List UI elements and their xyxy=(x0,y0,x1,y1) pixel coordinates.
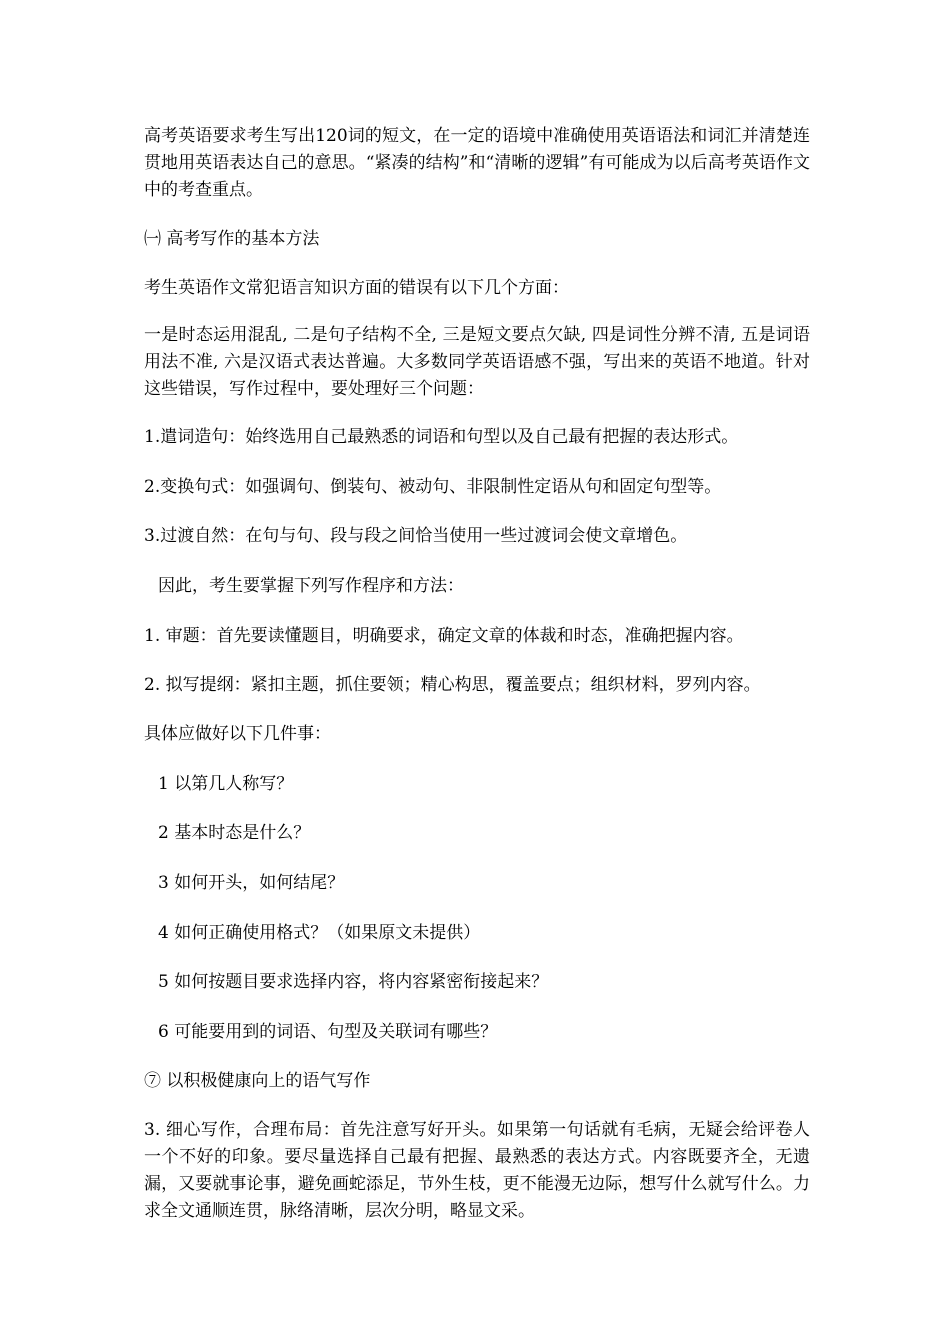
common-errors-intro: 考生英语作文常犯语言知识方面的错误有以下几个方面： xyxy=(144,278,569,298)
section-heading: ㈠ 高考写作的基本方法 xyxy=(144,229,320,249)
step-review-topic: 1. 审题：首先要读懂题目，明确要求，确定文章的体裁和时态，准确把握内容。 xyxy=(144,626,744,646)
task-item-4: 4 如何正确使用格式？（如果原文未提供） xyxy=(158,923,481,943)
task-item-3: 3 如何开头，如何结尾？ xyxy=(158,873,345,893)
step-careful-writing: 3. 细心写作，合理布局：首先注意写好开头。如果第一句话就有毛病，无疑会给评卷人一个不好的印象。要尽量选择自己最有把握、最熟悉的表达方式。内容既要齐全，无遗漏，又要就事论事，避免画蛇添足，节外生枝，更不能漫无边际，想写什么就写什么。力求全文通顺连贯，脉络清晰，层次分明，略显文采。 xyxy=(144,1120,810,1221)
tip-word-choice: 1.遣词造句：始终选用自己最熟悉的词语和句型以及自己最有把握的表达形式。 xyxy=(144,427,739,447)
task-item-2: 2 基本时态是什么？ xyxy=(158,823,311,843)
task-item-6: 6 可能要用到的词语、句型及关联词有哪些？ xyxy=(158,1022,498,1042)
procedure-intro: 因此，考生要掌握下列写作程序和方法： xyxy=(158,576,464,596)
error-list-paragraph: 一是时态运用混乱, 二是句子结构不全, 三是短文要点欠缺, 四是词性分辨不清, 五是词语用法不准, 六是汉语式表达普遍。大多数同学英语语感不强，写出来的英语不地道。针对这些错误，写作过程中，要处理好三个问题： xyxy=(144,325,810,399)
task-item-5: 5 如何按题目要求选择内容，将内容紧密衔接起来？ xyxy=(158,972,549,992)
task-item-1: 1 以第几人称写？ xyxy=(158,774,294,794)
specific-tasks-intro: 具体应做好以下几件事： xyxy=(144,724,331,744)
intro-paragraph: 高考英语要求考生写出120词的短文，在一定的语境中准确使用英语语法和词汇并清楚连贯地用英语表达自己的意思。“紧凑的结构”和“清晰的逻辑”有可能成为以后高考英语作文中的考查重点。 xyxy=(144,126,810,200)
tip-transitions: 3.过渡自然：在句与句、段与段之间恰当使用一些过渡词会使文章增色。 xyxy=(144,526,688,546)
tip-sentence-variety: 2.变换句式：如强调句、倒装句、被动句、非限制性定语从句和固定句型等。 xyxy=(144,477,722,497)
step-outline: 2. 拟写提纲：紧扣主题，抓住要领；精心构思，覆盖要点；组织材料，罗列内容。 xyxy=(144,675,761,695)
task-item-7: ⑦ 以积极健康向上的语气写作 xyxy=(144,1071,371,1091)
